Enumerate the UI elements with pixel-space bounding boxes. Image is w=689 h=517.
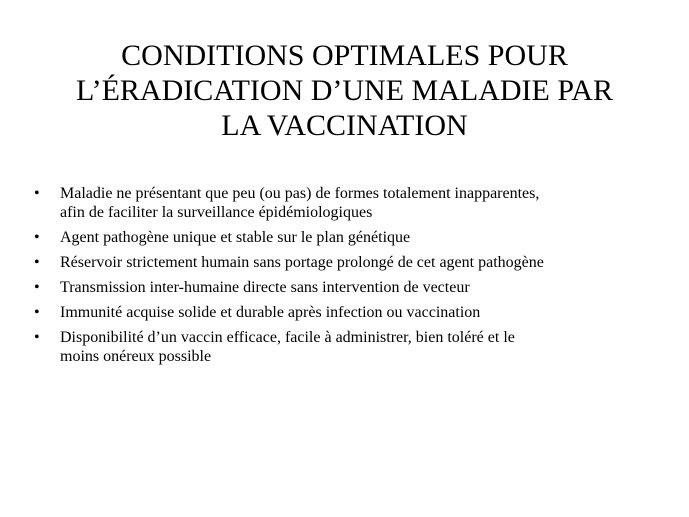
- bullet-item-immunity: [34, 303, 654, 322]
- bullet-text-line: Agent pathogène unique et stable sur le plan génétique: [60, 229, 411, 246]
- bullet-text-line: Immunité acquise solide et durable après infection ou vaccination: [60, 304, 481, 321]
- bullet-item-transmission: [34, 278, 654, 297]
- bullet-icon: •: [34, 185, 40, 202]
- bullet-text-line: Disponibilité d’un vaccin efficace, facile à administrer, bien toléré et le: [60, 329, 515, 346]
- bullet-text-line: moins onéreux possible: [60, 348, 212, 365]
- title-line-2: L’ÉRADICATION D’UNE MALADIE PAR: [76, 74, 613, 107]
- bullet-list: [34, 184, 654, 372]
- title-line-3: LA VACCINATION: [221, 109, 468, 142]
- bullet-item-pathogen: [34, 228, 654, 247]
- bullet-text-line: Maladie ne présentant que peu (ou pas) de formes totalement inapparentes,: [60, 185, 540, 202]
- bullet-text: [60, 328, 654, 366]
- bullet-text: [60, 184, 654, 222]
- bullet-text: [60, 253, 654, 272]
- bullet-item-reservoir: [34, 253, 654, 272]
- bullet-text: [60, 278, 654, 297]
- bullet-text-line: Réservoir strictement humain sans portage prolongé de cet agent pathogène: [60, 254, 544, 271]
- bullet-icon: •: [34, 304, 40, 321]
- bullet-icon: •: [34, 329, 40, 346]
- title-line-1: CONDITIONS OPTIMALES POUR: [121, 39, 568, 72]
- slide-title: [40, 38, 649, 143]
- bullet-text: [60, 228, 654, 247]
- bullet-text: [60, 303, 654, 322]
- bullet-text-line: Transmission inter-humaine directe sans intervention de vecteur: [60, 279, 470, 296]
- bullet-text-line: afin de faciliter la surveillance épidémiologiques: [60, 204, 373, 221]
- bullet-item-vaccine: [34, 328, 654, 366]
- bullet-item-detection: [34, 184, 654, 222]
- bullet-icon: •: [34, 229, 40, 246]
- bullet-icon: •: [34, 279, 40, 296]
- bullet-icon: •: [34, 254, 40, 271]
